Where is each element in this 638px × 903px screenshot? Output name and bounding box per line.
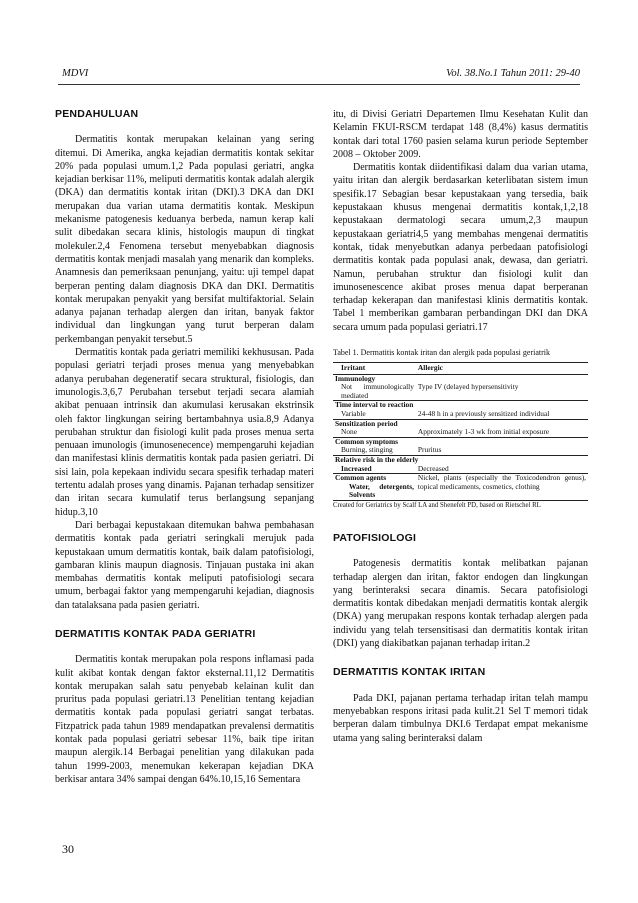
table-cell: None xyxy=(341,427,358,437)
table-cell: Decreased xyxy=(417,463,449,473)
table-footnote: Created for Geriatrics by Scalf LA and Shenefelt PD, based on Rietschel RL xyxy=(333,501,541,509)
journal-name: MDVI xyxy=(62,68,89,79)
table-cell: Nickel, plants (especially the Toxicodendron genus), topical medicaments, cosmetics, clothing xyxy=(416,474,588,501)
table-section: Time interval to reaction xyxy=(333,401,588,410)
table-section: Sensitization period xyxy=(333,419,588,428)
table-cell: Pruritus xyxy=(417,445,442,455)
table-cell: Not immunologically mediated xyxy=(341,382,414,400)
table-cell: Common agents xyxy=(335,473,387,483)
left-column xyxy=(55,108,314,786)
table-header: Allergic xyxy=(416,363,588,375)
paragraph: Patogenesis dermatitis kontak melibatkan pajanan terhadap alergen dan iritan, faktor endogen dan lingkungan yang berinteraksi secara dinamis. Secara patofisiologi dermatitis kontak dibedakan menjadi dermatitis kontak alergik (DKA) yang merupakan respons kontak terhadap alergen pada individu yang telah tersensitisasi dan dermatitis kontak iritan (DKI) yang diakibatkan pajanan terhadap iritan.2 xyxy=(333,558,588,650)
table-cell: Burning, stinging xyxy=(341,445,393,455)
paragraph: Dermatitis kontak merupakan pola respons inflamasi pada kulit akibat kontak dengan faktor eksternal.11,12 Dermatitis kontak merupakan salah satu penyebab kelainan kulit dan pruritus pada populasi geriatri.13 Penelitian tentang kejadian dermatitis kontak pada populasi geriatri sangat terbatas. Fitzpatrick pada tahun 1989 mendapatkan prevalensi dermatitis kontak pada populasi geriatri sebesar 11%, baik tipe iritan maupun alergik.14 Berbagai penelitian yang dilakukan pada tahun 1999-2003, menemukan kekerapan kejadian DKA berkisar antara 34% sampai dengan 64%.10,15,16 Sementara xyxy=(55,654,314,785)
table-section: Relative risk in the elderly xyxy=(333,455,588,464)
table-section: Common symptoms xyxy=(333,437,588,446)
paragraph: Dermatitis kontak merupakan kelainan yang sering ditemui. Di Amerika, angka kejadian dermatitis kontak sekitar 20% pada populasi umum.1,2 Pada populasi geriatri, angka kejadian berkisar 11%, meliputi dermatitis kontak adalah alergik (DKA) dan dermatitis kontak iritan (DKI).3 DKA dan DKI merupakan dua varian utama dermatitis kontak. Meskipun mekanisme patogenesis keduanya berbeda, namun kerap kali sulit dibedakan secara klinis, histologis maupun di tingkat molekuler.2,4 Fenomena tersebut menyebabkan diagnosis dermatitis kontak menjadi masalah yang menarik dan kompleks. Anamnesis dan pemeriksaan penunjang, yaitu: uji tempel dapat berperan penting dalam diagnosis DKA dan DKI. Dermatitis kontak merupakan penyakit yang bersifat multifaktorial. Selain adanya pajanan terhadap alergen dan iritan, banyak faktor individual dan lingkungan yang turut berperan dalam perkembangan penyakit tersebut.5 xyxy=(55,134,314,345)
table-cell: 24-48 h in a previously sensitized individual xyxy=(417,409,550,419)
section-heading-dki: DERMATITIS KONTAK IRITAN xyxy=(333,666,486,679)
paragraph: Dermatitis kontak pada geriatri memiliki kekhususan. Pada populasi geriatri terjadi proses menua yang menyebabkan adanya perubahan degeneratif secara struktural, fisiologis, dan imunologis.3,6,7 Perubahan tersebut terjadi secara alamiah akibat penuaan intrinsik dan akumulasi kerusakan ekstrinsik oleh faktor lingkungan seiring bertambahnya usia.8,9 Adanya perubahan struktur dan fisiologi kulit pada proses menua serta penuaan imunologis (imunosenecence) mempengaruhi kejadian dan manifestasi klinis dermatitis kontak pada pasien geriatri. Di sisi lain, pola kepekaan individu secara spesifik terhadap materi tertentu adalah proses yang dinamis. Pajanan terhadap sensitizer dan iritan secara kumulatif terus berlangsung sepanjang hidup.3,10 xyxy=(55,347,314,518)
right-column xyxy=(333,108,588,745)
section-heading-geriatri: DERMATITIS KONTAK PADA GERIATRI xyxy=(55,627,256,640)
paragraph: Dari berbagai kepustakaan ditemukan bahwa pembahasan dermatitis kontak pada geriatri seringkali merujuk pada kepustakaan umum dermatitis kontak, baik dalam patofisiologi, gambaran klinis maupun diagnosis. Tinjauan pustaka ini akan membahas dermatitis kontak meliputi patofisiologi secara umum, berbagai faktor yang mempengaruhi kejadian, diagnosis dan tatalaksana pada pasien geriatri. xyxy=(55,519,314,611)
table-cell: Variable xyxy=(341,409,366,419)
paragraph: Pada DKI, pajanan pertama terhadap iritan telah mampu menyebabkan respons iritasi pada kulit.21 Sel T memori tidak berperan dalam timbulnya DKI.6 Terdapat empat mekanisme utama yang saling berinteraksi dalam xyxy=(333,692,588,744)
table-cell: Water, detergents, Solvents xyxy=(349,481,414,500)
paragraph: Dermatitis kontak diidentifikasi dalam dua varian utama, yaitu iritan dan alergik berdasarkan keterlibatan sistem imun spesifik.17 Sebagian besar kepustakaan yang tersedia, baik kepustakaan khusus mengenai dermatitis kontak,1,2,18 kepustakaan dermatologi secara umum,2,3 maupun kepustakaan geriatri4,5 yang membahas mengenai dermatitis kontak, tidak menyebutkan adanya perbedaan patofisiologi dermatitis kontak pada populasi anak, dewasa, dan geriatri. Namun, perubahan struktur dan fisiologi kulit dan imunosenescence akibat proses menua dapat berperanan terhadap kekerapan dan manifestasi klinis dermatitis kontak. Tabel 1 memberikan gambaran perbandingan DKI dan DKA secara umum pada populasi geriatri.17 xyxy=(333,162,588,333)
header-rule xyxy=(58,84,580,85)
section-heading-patofisiologi: PATOFISIOLOGI xyxy=(333,531,417,544)
table-cell: Type IV (delayed hypersensitivity xyxy=(417,382,519,392)
comparison-table xyxy=(333,362,588,501)
table-section: Immunology xyxy=(333,374,588,383)
table-cell: Approximately 1-3 wk from initial exposure xyxy=(417,427,550,437)
volume-info: Vol. 38.No.1 Tahun 2011: 29-40 xyxy=(446,68,580,79)
table-header: Irritant xyxy=(333,363,416,375)
page-number: 30 xyxy=(62,842,74,856)
paragraph: itu, di Divisi Geriatri Departemen Ilmu Kesehatan Kulit dan Kelamin FKUI-RSCM terdapat 148 (8,4%) kasus dermatitis kontak dari total 1760 pasien selama kurun periode September 2008 – Oktober 2009. xyxy=(333,109,588,160)
section-heading-pendahuluan: PENDAHULUAN xyxy=(55,108,139,120)
table-caption: Tabel 1. Dermatitis kontak iritan dan alergik pada populasi geriatrik xyxy=(333,348,551,358)
table-cell: Increased xyxy=(341,463,372,473)
